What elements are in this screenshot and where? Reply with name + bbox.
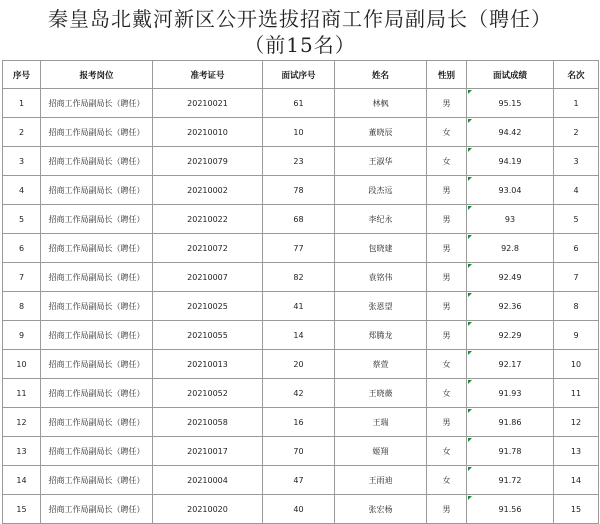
cell-score-text: 92.36 bbox=[498, 301, 522, 311]
cell-position-text: 招商工作局副局长（聘任） bbox=[48, 359, 145, 369]
cell-rank-text: 14 bbox=[570, 475, 582, 485]
cell-rank-text: 3 bbox=[573, 156, 579, 166]
cell-gender bbox=[427, 234, 467, 263]
cell-position bbox=[41, 466, 153, 495]
header-position: 报考岗位 bbox=[41, 61, 153, 89]
cell-seq bbox=[3, 292, 41, 321]
cell-rank-text: 11 bbox=[570, 388, 582, 398]
cell-interview-no bbox=[263, 321, 335, 350]
cell-exam-no bbox=[153, 321, 263, 350]
cell-gender-text: 女 bbox=[442, 388, 451, 398]
cell-seq bbox=[3, 118, 41, 147]
cell-exam-no-text: 20210017 bbox=[187, 446, 228, 456]
cell-seq-text: 15 bbox=[16, 504, 27, 514]
cell-gender bbox=[427, 118, 467, 147]
cell-name bbox=[335, 147, 427, 176]
cell-exam-no-text: 20210004 bbox=[187, 475, 228, 485]
table-row bbox=[3, 379, 599, 408]
cell-score-text: 94.19 bbox=[498, 156, 522, 166]
cell-score-text: 93 bbox=[504, 214, 516, 224]
cell-seq bbox=[3, 321, 41, 350]
cell-seq bbox=[3, 437, 41, 466]
cell-indicator-icon bbox=[468, 438, 472, 442]
cell-seq bbox=[3, 176, 41, 205]
cell-rank-text: 12 bbox=[570, 417, 582, 427]
cell-exam-no bbox=[153, 379, 263, 408]
cell-position bbox=[41, 176, 153, 205]
cell-interview-no bbox=[263, 292, 335, 321]
cell-score-text: 94.42 bbox=[498, 127, 522, 137]
cell-rank bbox=[554, 147, 599, 176]
cell-rank bbox=[554, 466, 599, 495]
cell-indicator-icon bbox=[468, 90, 472, 94]
table-row bbox=[3, 321, 599, 350]
cell-position-text: 招商工作局副局长（聘任） bbox=[48, 98, 145, 108]
cell-gender bbox=[427, 495, 467, 524]
cell-seq bbox=[3, 89, 41, 118]
cell-name bbox=[335, 234, 427, 263]
cell-rank bbox=[554, 321, 599, 350]
cell-rank bbox=[554, 176, 599, 205]
cell-exam-no-text: 20210010 bbox=[187, 127, 228, 137]
cell-gender bbox=[427, 292, 467, 321]
cell-interview-no-text: 70 bbox=[293, 446, 304, 456]
cell-seq bbox=[3, 205, 41, 234]
cell-name bbox=[335, 466, 427, 495]
cell-position-text: 招商工作局副局长（聘任） bbox=[48, 388, 145, 398]
cell-exam-no-text: 20210058 bbox=[187, 417, 228, 427]
cell-exam-no-text: 20210079 bbox=[187, 156, 228, 166]
cell-score bbox=[467, 437, 554, 466]
cell-rank-text: 10 bbox=[570, 359, 582, 369]
cell-score-text: 92.49 bbox=[498, 272, 522, 282]
cell-gender bbox=[427, 176, 467, 205]
cell-gender bbox=[427, 350, 467, 379]
cell-exam-no-text: 20210013 bbox=[187, 359, 228, 369]
document-title bbox=[0, 0, 600, 58]
cell-interview-no-text: 10 bbox=[293, 127, 304, 137]
table-row bbox=[3, 408, 599, 437]
table-row bbox=[3, 350, 599, 379]
cell-name bbox=[335, 437, 427, 466]
cell-name-text: 张宏杨 bbox=[368, 504, 393, 514]
cell-score bbox=[467, 350, 554, 379]
cell-seq-text: 14 bbox=[16, 475, 27, 485]
cell-position-text: 招商工作局副局长（聘任） bbox=[48, 214, 145, 224]
cell-score-text: 91.56 bbox=[498, 504, 522, 514]
cell-interview-no bbox=[263, 205, 335, 234]
cell-position bbox=[41, 350, 153, 379]
cell-rank-text: 6 bbox=[573, 243, 579, 253]
cell-exam-no bbox=[153, 147, 263, 176]
cell-gender-text: 男 bbox=[442, 417, 451, 427]
header-gender: 性别 bbox=[427, 61, 467, 89]
cell-seq-text: 6 bbox=[18, 243, 25, 253]
cell-seq bbox=[3, 379, 41, 408]
cell-name-text: 王晓薇 bbox=[368, 388, 393, 398]
cell-indicator-icon bbox=[468, 496, 472, 500]
cell-position bbox=[41, 263, 153, 292]
table-row bbox=[3, 234, 599, 263]
cell-interview-no-text: 42 bbox=[293, 388, 304, 398]
cell-name bbox=[335, 321, 427, 350]
table-body bbox=[3, 89, 599, 524]
table-row bbox=[3, 495, 599, 524]
cell-score bbox=[467, 466, 554, 495]
cell-position-text: 招商工作局副局长（聘任） bbox=[48, 185, 145, 195]
cell-exam-no bbox=[153, 263, 263, 292]
cell-exam-no bbox=[153, 118, 263, 147]
cell-exam-no bbox=[153, 89, 263, 118]
cell-indicator-icon bbox=[468, 119, 472, 123]
cell-exam-no bbox=[153, 205, 263, 234]
cell-position-text: 招商工作局副局长（聘任） bbox=[48, 417, 145, 427]
cell-indicator-icon bbox=[468, 409, 472, 413]
cell-interview-no bbox=[263, 379, 335, 408]
cell-exam-no bbox=[153, 350, 263, 379]
cell-position bbox=[41, 147, 153, 176]
cell-position-text: 招商工作局副局长（聘任） bbox=[48, 330, 145, 340]
cell-seq-text: 3 bbox=[18, 156, 25, 166]
cell-name bbox=[335, 89, 427, 118]
cell-exam-no bbox=[153, 408, 263, 437]
results-table bbox=[2, 60, 599, 524]
cell-exam-no-text: 20210020 bbox=[187, 504, 228, 514]
cell-indicator-icon bbox=[468, 467, 472, 471]
cell-seq-text: 8 bbox=[18, 301, 25, 311]
cell-score-text: 92.17 bbox=[498, 359, 522, 369]
cell-rank-text: 7 bbox=[573, 272, 579, 282]
cell-position-text: 招商工作局副局长（聘任） bbox=[48, 272, 145, 282]
cell-gender bbox=[427, 205, 467, 234]
cell-interview-no-text: 68 bbox=[293, 214, 304, 224]
cell-exam-no-text: 20210007 bbox=[187, 272, 228, 282]
cell-gender bbox=[427, 408, 467, 437]
cell-score bbox=[467, 379, 554, 408]
cell-position bbox=[41, 89, 153, 118]
title-line-2: （前15名） bbox=[244, 33, 356, 57]
cell-score bbox=[467, 321, 554, 350]
cell-score bbox=[467, 408, 554, 437]
cell-rank bbox=[554, 118, 599, 147]
cell-indicator-icon bbox=[468, 322, 472, 326]
cell-interview-no bbox=[263, 147, 335, 176]
cell-rank bbox=[554, 379, 599, 408]
cell-seq-text: 11 bbox=[16, 388, 27, 398]
cell-interview-no bbox=[263, 495, 335, 524]
cell-score bbox=[467, 234, 554, 263]
cell-rank bbox=[554, 350, 599, 379]
cell-name-text: 郑腾龙 bbox=[368, 330, 393, 340]
cell-seq-text: 1 bbox=[18, 98, 25, 108]
table-row bbox=[3, 263, 599, 292]
cell-name-text: 董晓辰 bbox=[368, 127, 393, 137]
cell-gender-text: 男 bbox=[442, 98, 451, 108]
cell-gender-text: 女 bbox=[442, 156, 451, 166]
cell-score-text: 91.78 bbox=[498, 446, 522, 456]
cell-indicator-icon bbox=[468, 206, 472, 210]
cell-exam-no-text: 20210022 bbox=[187, 214, 228, 224]
cell-interview-no bbox=[263, 263, 335, 292]
header-seq: 序号 bbox=[3, 61, 41, 89]
cell-name bbox=[335, 495, 427, 524]
cell-position bbox=[41, 292, 153, 321]
cell-indicator-icon bbox=[468, 177, 472, 181]
cell-name bbox=[335, 205, 427, 234]
cell-score bbox=[467, 89, 554, 118]
cell-interview-no bbox=[263, 234, 335, 263]
cell-score bbox=[467, 495, 554, 524]
cell-indicator-icon bbox=[468, 380, 472, 384]
cell-exam-no bbox=[153, 292, 263, 321]
cell-seq-text: 10 bbox=[16, 359, 27, 369]
cell-gender-text: 男 bbox=[442, 272, 451, 282]
cell-interview-no bbox=[263, 89, 335, 118]
cell-gender bbox=[427, 321, 467, 350]
cell-gender-text: 男 bbox=[442, 330, 451, 340]
cell-name-text: 段杰远 bbox=[368, 185, 393, 195]
cell-gender bbox=[427, 263, 467, 292]
cell-rank-text: 8 bbox=[573, 301, 579, 311]
cell-rank-text: 1 bbox=[573, 98, 579, 108]
cell-seq-text: 4 bbox=[18, 185, 25, 195]
cell-exam-no bbox=[153, 234, 263, 263]
cell-indicator-icon bbox=[468, 293, 472, 297]
cell-position bbox=[41, 437, 153, 466]
cell-gender-text: 女 bbox=[442, 446, 451, 456]
table-row bbox=[3, 176, 599, 205]
cell-seq bbox=[3, 495, 41, 524]
cell-interview-no-text: 61 bbox=[293, 98, 304, 108]
cell-gender bbox=[427, 466, 467, 495]
cell-score bbox=[467, 205, 554, 234]
cell-position-text: 招商工作局副局长（聘任） bbox=[48, 301, 145, 311]
cell-seq-text: 12 bbox=[16, 417, 27, 427]
cell-interview-no-text: 41 bbox=[293, 301, 304, 311]
table-row bbox=[3, 118, 599, 147]
cell-rank bbox=[554, 263, 599, 292]
cell-name-text: 蔡萱 bbox=[372, 359, 389, 369]
cell-name bbox=[335, 176, 427, 205]
cell-gender bbox=[427, 89, 467, 118]
table-row bbox=[3, 437, 599, 466]
title-line-1: 秦皇岛北戴河新区公开选拔招商工作局副局长（聘任） bbox=[48, 7, 552, 31]
cell-exam-no-text: 20210055 bbox=[187, 330, 228, 340]
cell-gender-text: 男 bbox=[442, 243, 451, 253]
cell-name-text: 姬翔 bbox=[372, 446, 389, 456]
cell-seq-text: 13 bbox=[16, 446, 27, 456]
cell-gender-text: 女 bbox=[442, 359, 451, 369]
cell-interview-no bbox=[263, 408, 335, 437]
cell-score bbox=[467, 176, 554, 205]
cell-interview-no-text: 77 bbox=[293, 243, 304, 253]
cell-position bbox=[41, 321, 153, 350]
cell-gender bbox=[427, 379, 467, 408]
cell-exam-no-text: 20210052 bbox=[187, 388, 228, 398]
cell-score-text: 92.8 bbox=[501, 243, 519, 253]
cell-gender-text: 女 bbox=[442, 127, 451, 137]
header-score: 面试成绩 bbox=[467, 61, 554, 89]
cell-gender-text: 男 bbox=[442, 214, 451, 224]
table-row bbox=[3, 466, 599, 495]
cell-score-text: 91.93 bbox=[498, 388, 522, 398]
cell-interview-no-text: 14 bbox=[293, 330, 304, 340]
cell-position bbox=[41, 379, 153, 408]
cell-position bbox=[41, 234, 153, 263]
cell-position-text: 招商工作局副局长（聘任） bbox=[48, 243, 145, 253]
cell-name bbox=[335, 263, 427, 292]
cell-indicator-icon bbox=[468, 148, 472, 152]
cell-name-text: 王淑华 bbox=[368, 156, 393, 166]
cell-rank-text: 4 bbox=[573, 185, 579, 195]
cell-interview-no-text: 40 bbox=[293, 504, 304, 514]
cell-seq bbox=[3, 408, 41, 437]
cell-name bbox=[335, 292, 427, 321]
cell-name bbox=[335, 118, 427, 147]
cell-seq-text: 7 bbox=[18, 272, 25, 282]
cell-position bbox=[41, 408, 153, 437]
cell-rank bbox=[554, 495, 599, 524]
cell-rank-text: 13 bbox=[570, 446, 582, 456]
cell-gender-text: 男 bbox=[442, 504, 451, 514]
cell-name-text: 包晓建 bbox=[368, 243, 393, 253]
cell-name-text: 王瑞 bbox=[372, 417, 389, 427]
cell-seq bbox=[3, 147, 41, 176]
cell-exam-no-text: 20210002 bbox=[187, 185, 228, 195]
cell-interview-no-text: 47 bbox=[293, 475, 304, 485]
cell-position-text: 招商工作局副局长（聘任） bbox=[48, 127, 145, 137]
cell-exam-no-text: 20210025 bbox=[187, 301, 228, 311]
table-row bbox=[3, 89, 599, 118]
cell-score bbox=[467, 147, 554, 176]
cell-rank bbox=[554, 292, 599, 321]
cell-interview-no-text: 82 bbox=[293, 272, 304, 282]
cell-indicator-icon bbox=[468, 264, 472, 268]
cell-seq-text: 9 bbox=[18, 330, 25, 340]
cell-seq bbox=[3, 466, 41, 495]
cell-interview-no bbox=[263, 176, 335, 205]
header-name: 姓名 bbox=[335, 61, 427, 89]
cell-exam-no-text: 20210021 bbox=[187, 98, 228, 108]
cell-position-text: 招商工作局副局长（聘任） bbox=[48, 475, 145, 485]
cell-score-text: 91.72 bbox=[498, 475, 522, 485]
table-row bbox=[3, 292, 599, 321]
header-row bbox=[3, 61, 599, 89]
cell-name-text: 王雨迪 bbox=[368, 475, 393, 485]
cell-rank-text: 2 bbox=[573, 127, 579, 137]
cell-rank-text: 5 bbox=[573, 214, 579, 224]
cell-score bbox=[467, 118, 554, 147]
cell-exam-no bbox=[153, 495, 263, 524]
cell-position bbox=[41, 205, 153, 234]
cell-interview-no bbox=[263, 437, 335, 466]
cell-gender-text: 男 bbox=[442, 185, 451, 195]
cell-rank bbox=[554, 408, 599, 437]
cell-interview-no bbox=[263, 350, 335, 379]
cell-indicator-icon bbox=[468, 351, 472, 355]
cell-gender-text: 女 bbox=[442, 475, 451, 485]
cell-exam-no bbox=[153, 437, 263, 466]
cell-seq-text: 2 bbox=[18, 127, 25, 137]
cell-rank bbox=[554, 437, 599, 466]
cell-name-text: 张恩望 bbox=[368, 301, 393, 311]
cell-rank-text: 15 bbox=[570, 504, 582, 514]
cell-seq-text: 5 bbox=[18, 214, 25, 224]
table-row bbox=[3, 205, 599, 234]
cell-rank bbox=[554, 89, 599, 118]
cell-interview-no-text: 23 bbox=[293, 156, 304, 166]
table-row bbox=[3, 147, 599, 176]
cell-name-text: 袁铭伟 bbox=[368, 272, 393, 282]
cell-score-text: 95.15 bbox=[498, 98, 522, 108]
cell-gender bbox=[427, 147, 467, 176]
cell-name bbox=[335, 379, 427, 408]
cell-interview-no-text: 16 bbox=[293, 417, 304, 427]
cell-rank bbox=[554, 234, 599, 263]
cell-exam-no-text: 20210072 bbox=[187, 243, 228, 253]
cell-score-text: 92.29 bbox=[498, 330, 522, 340]
cell-interview-no bbox=[263, 118, 335, 147]
header-exam-no: 准考证号 bbox=[153, 61, 263, 89]
header-interview-no: 面试序号 bbox=[263, 61, 335, 89]
cell-score-text: 91.86 bbox=[498, 417, 522, 427]
cell-gender-text: 男 bbox=[442, 301, 451, 311]
cell-position bbox=[41, 118, 153, 147]
cell-name bbox=[335, 408, 427, 437]
cell-score bbox=[467, 292, 554, 321]
cell-exam-no bbox=[153, 466, 263, 495]
cell-seq bbox=[3, 350, 41, 379]
cell-name-text: 林枫 bbox=[372, 98, 389, 108]
cell-score bbox=[467, 263, 554, 292]
cell-position bbox=[41, 495, 153, 524]
cell-position-text: 招商工作局副局长（聘任） bbox=[48, 156, 145, 166]
cell-name-text: 李纪永 bbox=[368, 214, 393, 224]
cell-seq bbox=[3, 234, 41, 263]
cell-gender bbox=[427, 437, 467, 466]
cell-exam-no bbox=[153, 176, 263, 205]
cell-interview-no-text: 78 bbox=[293, 185, 304, 195]
cell-rank bbox=[554, 205, 599, 234]
cell-interview-no bbox=[263, 466, 335, 495]
cell-name bbox=[335, 350, 427, 379]
cell-score-text: 93.04 bbox=[498, 185, 522, 195]
cell-position-text: 招商工作局副局长（聘任） bbox=[48, 446, 145, 456]
cell-indicator-icon bbox=[468, 235, 472, 239]
header-rank: 名次 bbox=[554, 61, 599, 89]
cell-interview-no-text: 20 bbox=[293, 359, 304, 369]
cell-position-text: 招商工作局副局长（聘任） bbox=[48, 504, 145, 514]
cell-seq bbox=[3, 263, 41, 292]
cell-rank-text: 9 bbox=[573, 330, 579, 340]
